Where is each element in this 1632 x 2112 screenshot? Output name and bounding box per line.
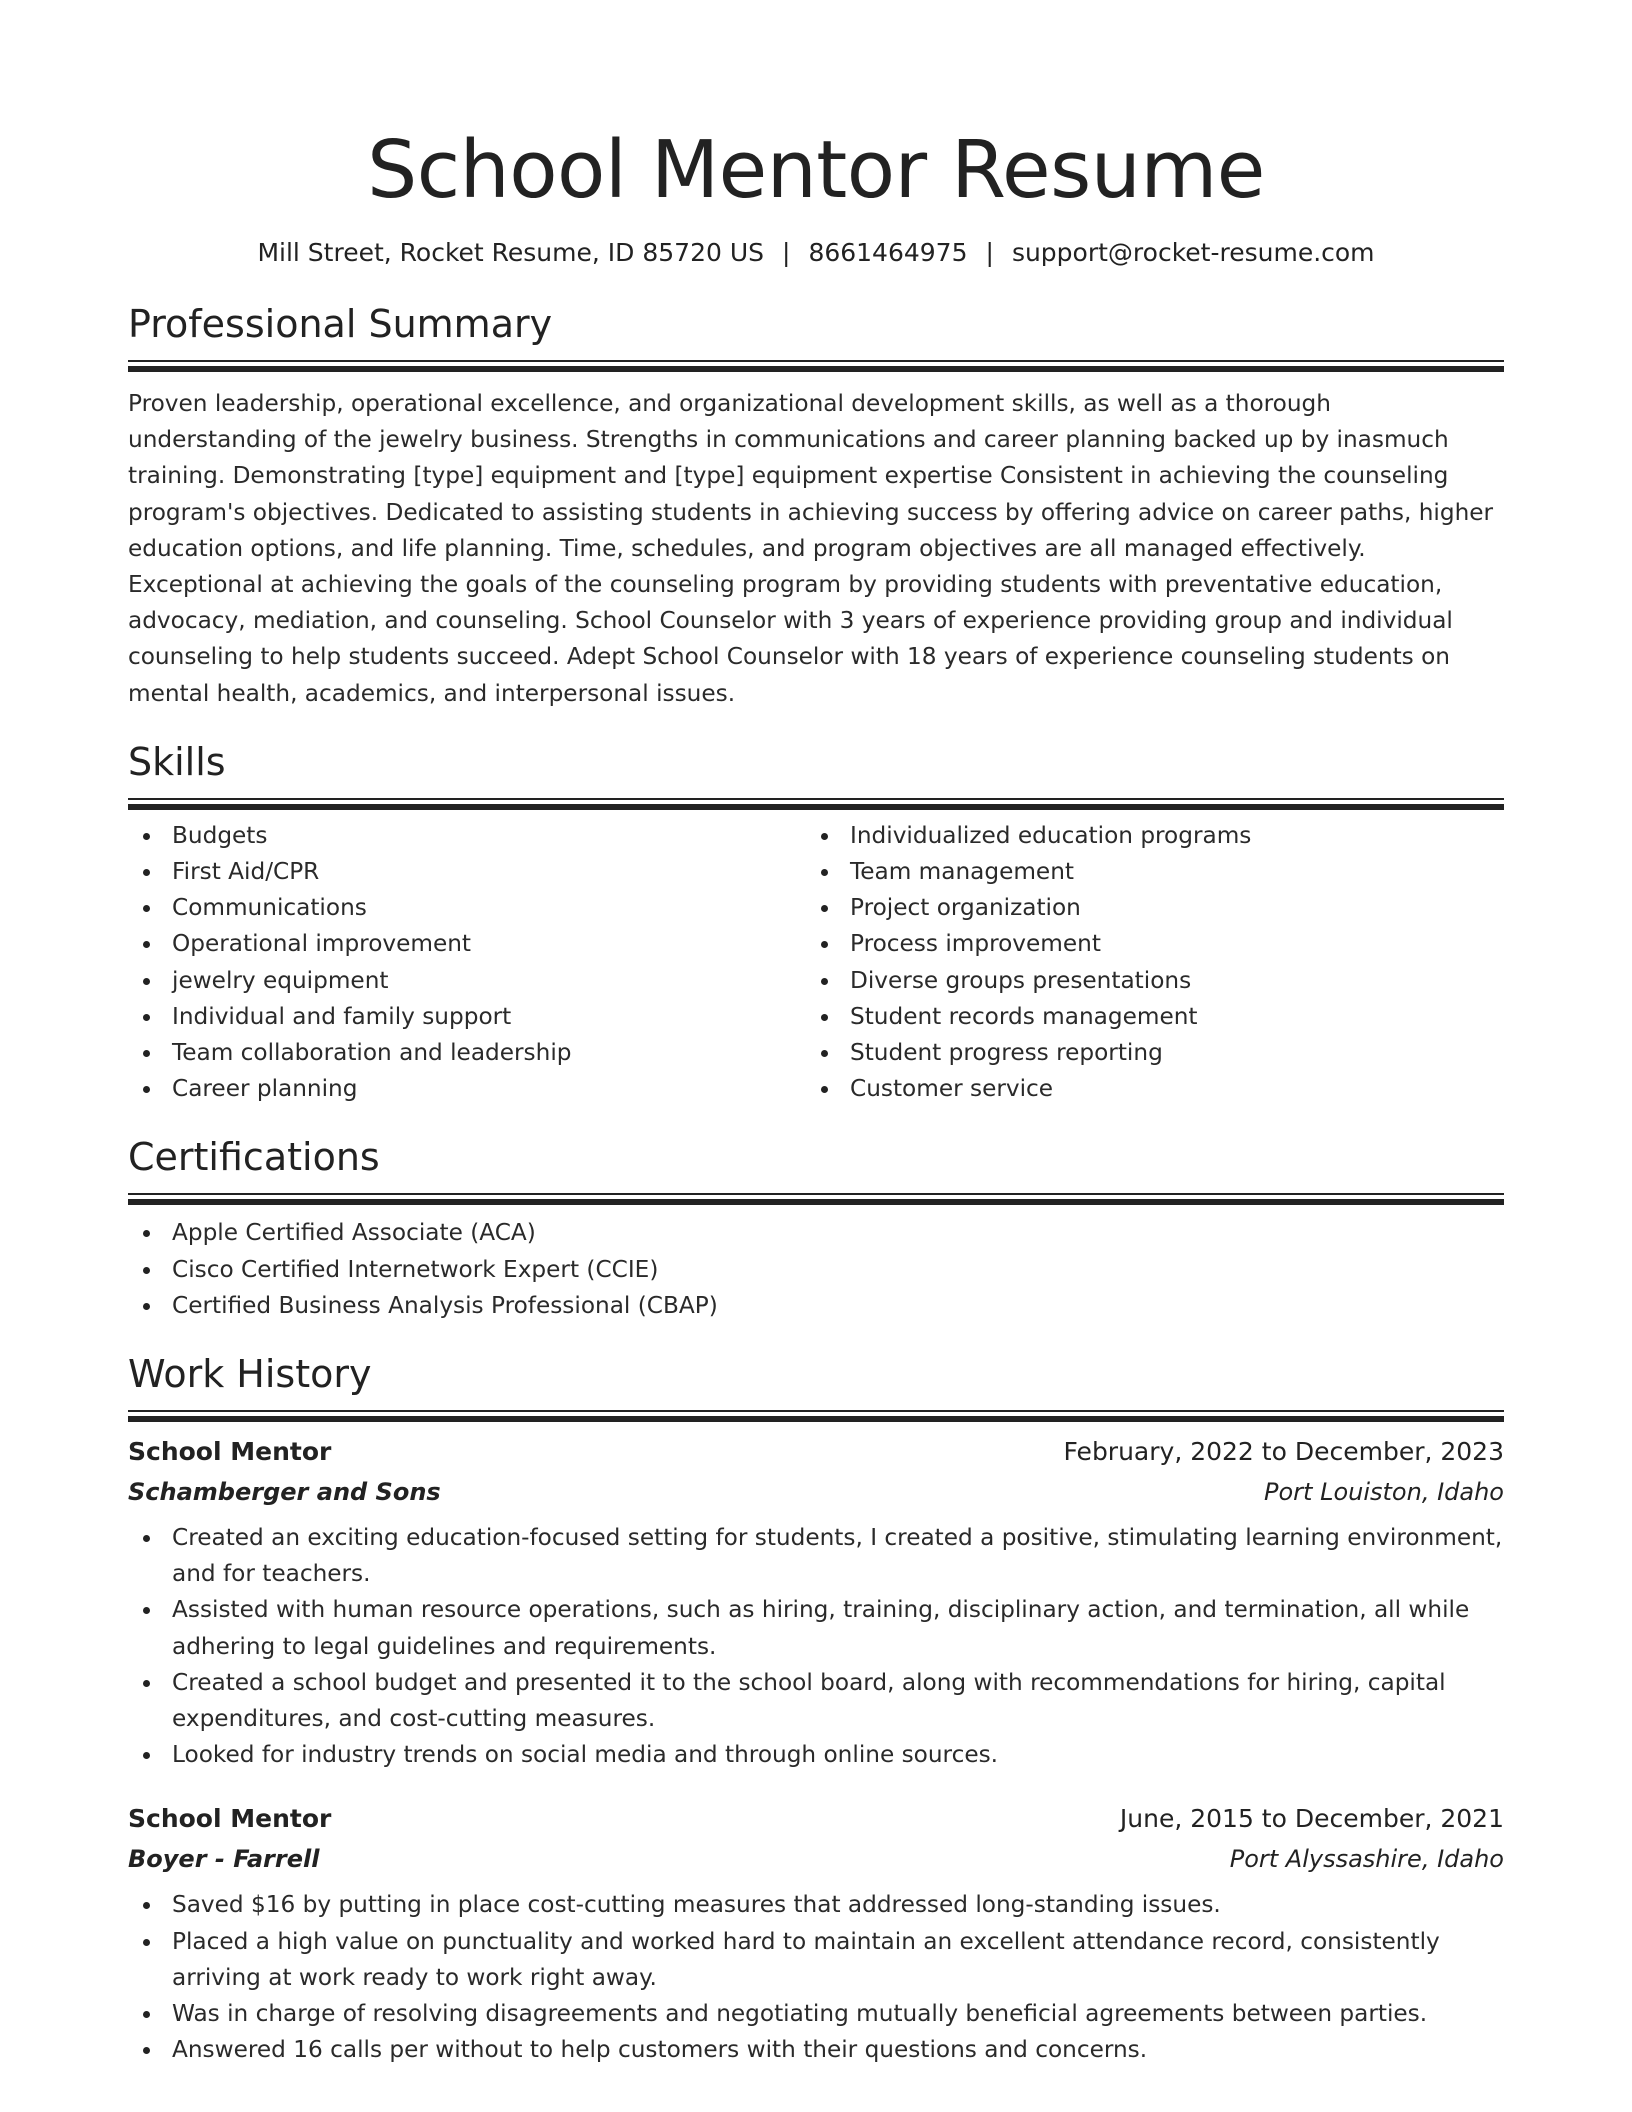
skill-item: Operational improvement — [128, 926, 806, 962]
job-location: Port Louiston, Idaho — [1264, 1478, 1504, 1507]
job-company: Boyer - Farrell — [128, 1845, 320, 1874]
skill-item: Customer service — [806, 1071, 1484, 1107]
job-bullet: Assisted with human resource operations, such as hiring, training, disciplinary action, and termination, all while adhering to legal guidelines and requirements. — [128, 1592, 1504, 1664]
certification-item: Cisco Certified Internetwork Expert (CCIE) — [128, 1252, 1504, 1288]
job-company: Schamberger and Sons — [128, 1478, 441, 1507]
job-bullet: Saved $16 by putting in place cost-cutting measures that addressed long-standing issues. — [128, 1887, 1504, 1923]
job-location: Port Alyssashire, Idaho — [1229, 1845, 1504, 1874]
job-bullets — [128, 1520, 1504, 1773]
certification-item: Certified Business Analysis Professional (CBAP) — [128, 1288, 1504, 1324]
resume-title: School Mentor Resume — [367, 124, 1265, 216]
certifications-section — [128, 1133, 1504, 1324]
certifications-heading: Certifications — [128, 1135, 380, 1180]
contact-separator: | — [782, 238, 791, 267]
job-bullet: Created a school budget and presented it to the school board, along with recommendations for hiring, capital expenditures, and cost-cutting measures. — [128, 1665, 1504, 1737]
job-title: School Mentor — [128, 1804, 332, 1834]
work-history-heading: Work History — [128, 1352, 372, 1397]
skills-list-right — [806, 818, 1484, 1108]
certification-item: Apple Certified Associate (ACA) — [128, 1215, 1504, 1251]
skill-item: Individual and family support — [128, 999, 806, 1035]
skill-item: Individualized education programs — [806, 818, 1484, 854]
skills-section — [128, 738, 1504, 1108]
contact-address: Mill Street, Rocket Resume, ID 85720 US — [257, 238, 764, 267]
job-entry — [128, 1432, 1504, 1773]
contact-phone: 8661464975 — [808, 238, 968, 267]
section-divider — [128, 1193, 1504, 1203]
skill-item: Budgets — [128, 818, 806, 854]
job-title: School Mentor — [128, 1437, 332, 1467]
skill-item: Career planning — [128, 1071, 806, 1107]
summary-text: Proven leadership, operational excellence, and organizational development skills, as well as a thorough understanding of the jewelry business. Strengths in communications and career planning backed up by inasmuch training. Demonstrating [type] equipment and [type] equipment expertise Consistent in achieving the counseling program's objectives. Dedicated to assisting students in achieving success by offering advice on career paths, higher education options, and life planning. Time, schedules, and program objectives are all managed effectively. Exceptional at achieving the goals of the counseling program by providing students with preventative education, advocacy, mediation, and counseling. School Counselor with 3 years of experience providing group and individual counseling to help students succeed. Adept School Counselor with 18 years of experience counseling students on mental health, academics, and interpersonal issues. — [128, 390, 1494, 707]
skill-item: Team collaboration and leadership — [128, 1035, 806, 1071]
skill-item: Project organization — [806, 890, 1484, 926]
job-dates: June, 2015 to December, 2021 — [1119, 1804, 1504, 1834]
summary-section — [128, 300, 1504, 712]
skill-item: First Aid/CPR — [128, 854, 806, 890]
job-bullets — [128, 1887, 1504, 2068]
job-bullet: Placed a high value on punctuality and worked hard to maintain an excellent attendance record, consistently arriving at work ready to work right away. — [128, 1924, 1504, 1996]
job-dates: February, 2022 to December, 2023 — [1063, 1437, 1504, 1467]
section-divider — [128, 360, 1504, 370]
skill-item: jewelry equipment — [128, 963, 806, 999]
job-bullet: Looked for industry trends on social media and through online sources. — [128, 1737, 1504, 1773]
skills-heading: Skills — [128, 739, 226, 784]
skills-grid — [128, 818, 1504, 1108]
section-divider — [128, 1410, 1504, 1420]
job-bullet: Was in charge of resolving disagreements and negotiating mutually beneficial agreements between parties. — [128, 1996, 1504, 2032]
summary-heading: Professional Summary — [128, 302, 553, 346]
contact-email: support@rocket-resume.com — [1011, 238, 1375, 267]
skill-item: Student progress reporting — [806, 1035, 1484, 1071]
resume-page — [128, 0, 1504, 2069]
skill-item: Student records management — [806, 999, 1484, 1035]
skill-item: Process improvement — [806, 926, 1484, 962]
skill-item: Communications — [128, 890, 806, 926]
job-bullet: Answered 16 calls per without to help customers with their questions and concerns. — [128, 2032, 1504, 2068]
contact-line — [128, 236, 1504, 270]
section-divider — [128, 798, 1504, 808]
certifications-list — [128, 1215, 1504, 1324]
contact-separator: | — [985, 238, 994, 267]
work-history-section — [128, 1350, 1504, 2068]
skill-item: Team management — [806, 854, 1484, 890]
job-entry — [128, 1799, 1504, 2068]
skill-item: Diverse groups presentations — [806, 963, 1484, 999]
skills-list-left — [128, 818, 806, 1108]
job-bullet: Created an exciting education-focused setting for students, I created a positive, stimulating learning environment, and for teachers. — [128, 1520, 1504, 1592]
